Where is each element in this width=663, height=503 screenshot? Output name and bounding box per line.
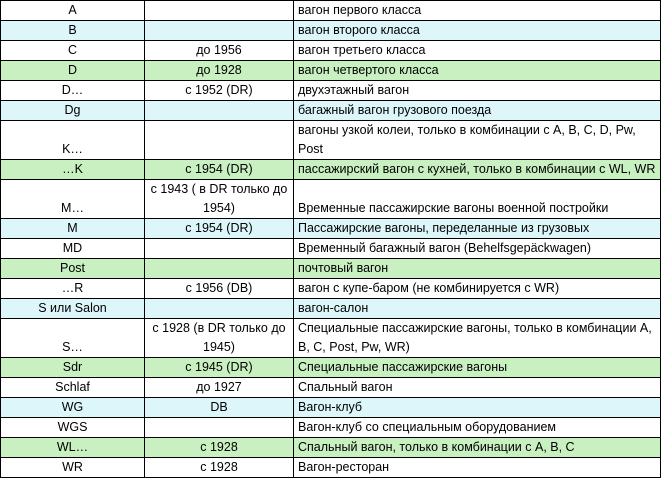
description-cell: вагон первого класса bbox=[294, 1, 661, 21]
code-cell: K… bbox=[1, 121, 145, 160]
period-cell: до 1928 bbox=[145, 61, 294, 81]
code-cell: S… bbox=[1, 319, 145, 358]
code-cell: Post bbox=[1, 259, 145, 279]
period-cell: с 1954 (DR) bbox=[145, 160, 294, 180]
description-cell: Вагон-клуб со специальным оборудованием bbox=[294, 418, 661, 438]
code-cell: M bbox=[1, 219, 145, 239]
table-row bbox=[1, 458, 661, 478]
description-cell: вагон второго класса bbox=[294, 21, 661, 41]
description-cell: вагон с купе-баром (не комбинируется с WR) bbox=[294, 279, 661, 299]
code-cell: C bbox=[1, 41, 145, 61]
table-row bbox=[1, 180, 661, 219]
table-row bbox=[1, 299, 661, 319]
period-cell: с 1943 ( в DR только до 1954) bbox=[145, 180, 294, 219]
period-cell: с 1952 (DR) bbox=[145, 81, 294, 101]
table-row bbox=[1, 378, 661, 398]
code-cell: WR bbox=[1, 458, 145, 478]
table-row bbox=[1, 239, 661, 259]
table-row bbox=[1, 21, 661, 41]
period-cell: до 1927 bbox=[145, 378, 294, 398]
description-cell: вагон-салон bbox=[294, 299, 661, 319]
code-cell: WL… bbox=[1, 438, 145, 458]
table-row bbox=[1, 121, 661, 160]
description-cell: Специальные пассажирские вагоны bbox=[294, 358, 661, 378]
code-cell: WGS bbox=[1, 418, 145, 438]
description-cell: Пассажирские вагоны, переделанные из грузовых bbox=[294, 219, 661, 239]
table-row bbox=[1, 219, 661, 239]
code-cell: MD bbox=[1, 239, 145, 259]
code-cell: …K bbox=[1, 160, 145, 180]
table-row bbox=[1, 101, 661, 121]
period-cell: с 1945 (DR) bbox=[145, 358, 294, 378]
table-row bbox=[1, 61, 661, 81]
description-cell: пассажирский вагон с кухней, только в комбинации с WL, WR bbox=[294, 160, 661, 180]
description-cell: Вагон-ресторан bbox=[294, 458, 661, 478]
table-row bbox=[1, 358, 661, 378]
period-cell bbox=[145, 121, 294, 160]
period-cell bbox=[145, 299, 294, 319]
period-cell bbox=[145, 1, 294, 21]
code-cell: M… bbox=[1, 180, 145, 219]
table-row bbox=[1, 1, 661, 21]
table-row bbox=[1, 438, 661, 458]
description-cell: вагон четвертого класса bbox=[294, 61, 661, 81]
table-row bbox=[1, 259, 661, 279]
period-cell: с 1928 bbox=[145, 458, 294, 478]
description-cell: почтовый вагон bbox=[294, 259, 661, 279]
period-cell bbox=[145, 21, 294, 41]
description-cell: вагон третьего класса bbox=[294, 41, 661, 61]
period-cell bbox=[145, 239, 294, 259]
period-cell: с 1956 (DB) bbox=[145, 279, 294, 299]
period-cell: с 1954 (DR) bbox=[145, 219, 294, 239]
description-cell: вагоны узкой колеи, только в комбинации с A, B, C, D, Pw, Post bbox=[294, 121, 661, 160]
code-cell: B bbox=[1, 21, 145, 41]
period-cell bbox=[145, 101, 294, 121]
description-cell: Временный багажный вагон (Behelfsgepäckwagen) bbox=[294, 239, 661, 259]
description-cell: двухэтажный вагон bbox=[294, 81, 661, 101]
code-cell: Sdr bbox=[1, 358, 145, 378]
table-row bbox=[1, 418, 661, 438]
period-cell bbox=[145, 418, 294, 438]
description-cell: Временные пассажирские вагоны военной постройки bbox=[294, 180, 661, 219]
period-cell bbox=[145, 259, 294, 279]
table-row bbox=[1, 398, 661, 418]
table-row bbox=[1, 160, 661, 180]
code-cell: Dg bbox=[1, 101, 145, 121]
description-cell: багажный вагон грузового поезда bbox=[294, 101, 661, 121]
code-cell: D… bbox=[1, 81, 145, 101]
code-cell: WG bbox=[1, 398, 145, 418]
period-cell: с 1928 bbox=[145, 438, 294, 458]
table-body bbox=[1, 1, 661, 478]
table-row bbox=[1, 319, 661, 358]
description-cell: Спальный вагон bbox=[294, 378, 661, 398]
period-cell: с 1928 (в DR только до 1945) bbox=[145, 319, 294, 358]
table-row bbox=[1, 279, 661, 299]
code-cell: …R bbox=[1, 279, 145, 299]
description-cell: Спальный вагон, только в комбинации с A, B, C bbox=[294, 438, 661, 458]
period-cell: DB bbox=[145, 398, 294, 418]
code-cell: S или Salon bbox=[1, 299, 145, 319]
code-cell: A bbox=[1, 1, 145, 21]
code-cell: D bbox=[1, 61, 145, 81]
period-cell: до 1956 bbox=[145, 41, 294, 61]
table-row bbox=[1, 81, 661, 101]
code-cell: Schlaf bbox=[1, 378, 145, 398]
description-cell: Специальные пассажирские вагоны, только в комбинации A, B, C, Post, Pw, WR) bbox=[294, 319, 661, 358]
table-row bbox=[1, 41, 661, 61]
description-cell: Вагон-клуб bbox=[294, 398, 661, 418]
